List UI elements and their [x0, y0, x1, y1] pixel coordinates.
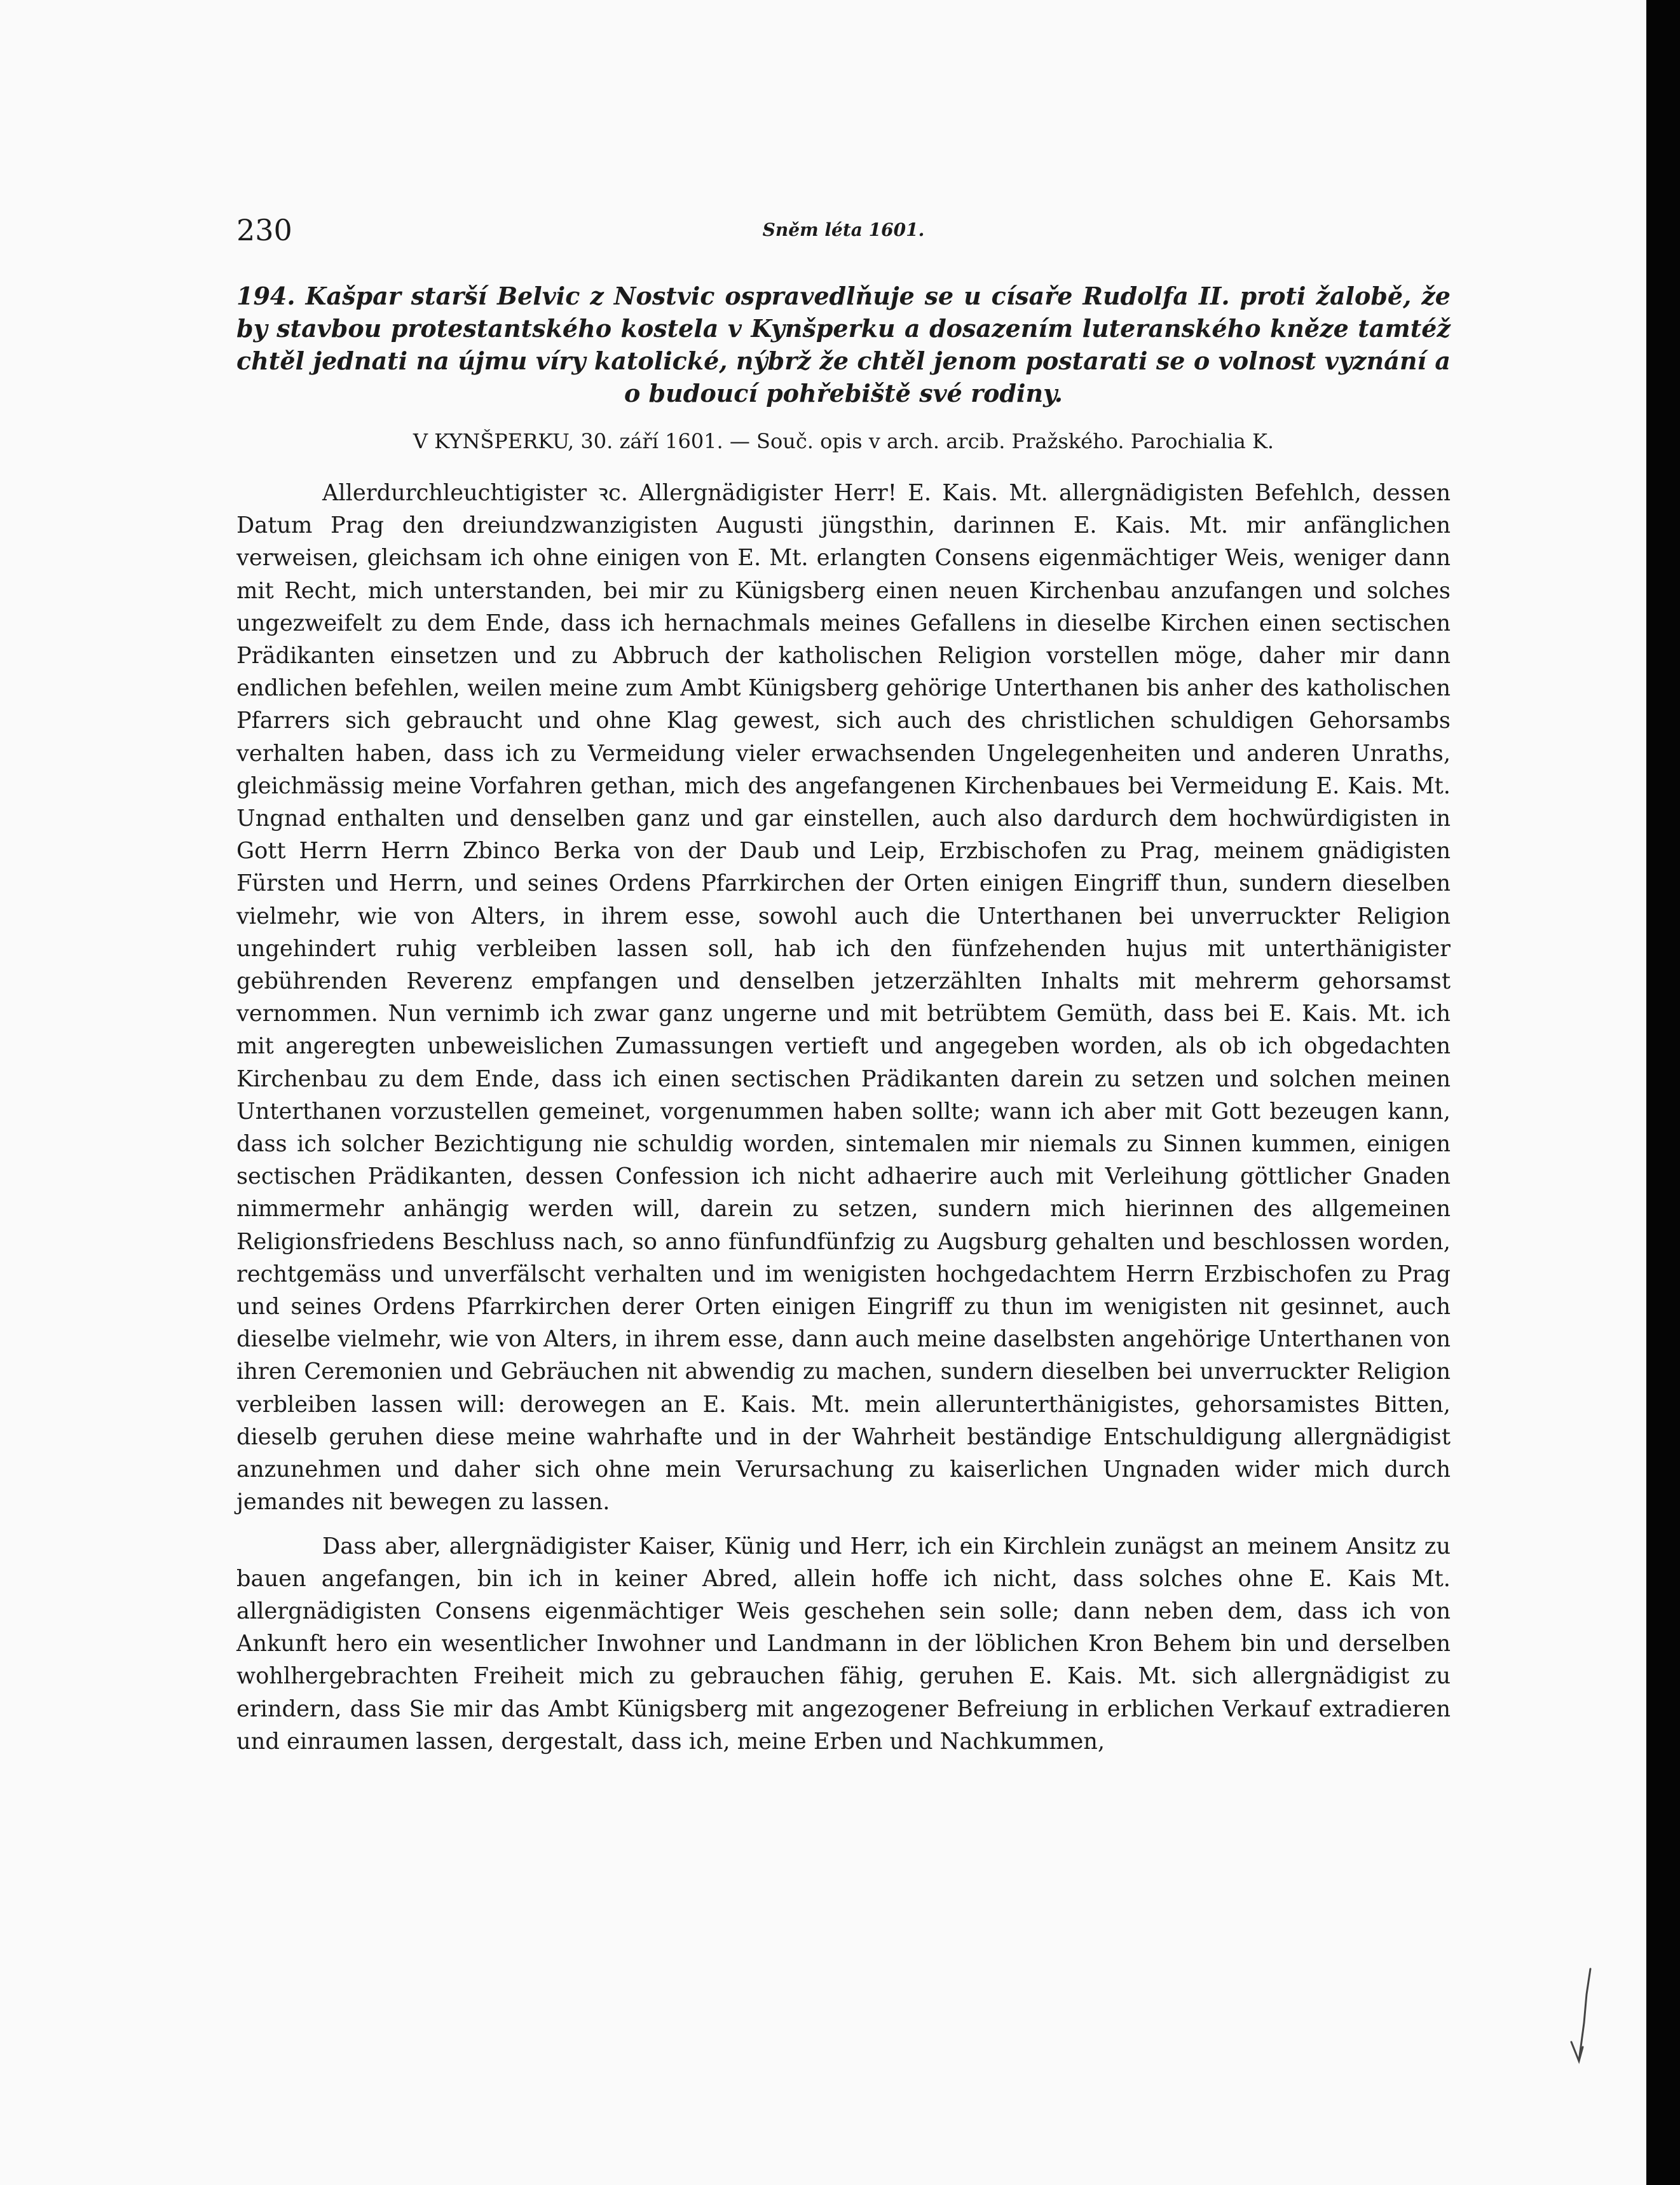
margin-pencil-mark	[1565, 1966, 1597, 2067]
document-source-line: V KYNŠPERKU, 30. září 1601. — Souč. opis v arch. arcib. Pražského. Parochialia K.	[413, 429, 1274, 453]
page-number: 230	[236, 213, 292, 247]
document-title: 194. Kašpar starší Belvic z Nostvic ospravedlňuje se u císaře Rudolfa II. proti žalobě, že by stavbou protestantského kostela v Kynšperku a dosazením luteranského kněze tamtéž chtěl jednati na újmu víry katolické, nýbrž že chtěl jenom postarati se o volnost vyznání a o budoucí pohřebiště své rodiny.	[236, 282, 1451, 408]
pencil-stroke	[1579, 1969, 1590, 2061]
page-header	[236, 211, 1451, 249]
body-paragraph: Dass aber, allergnädigister Kaiser, Künig und Herr, ich ein Kirchlein zunägst an meinem Ansitz zu bauen angefangen, bin ich in keiner Abred, allein hoffe ich nicht, dass solches ohne E. Kais Mt. allergnädigisten Consens eigenmächtiger Weis geschehen sein solle; dann neben dem, dass ich von Ankunft hero ein wesentlicher Inwohner und Landmann in der löblichen Kron Behem bin und derselben wohlhergebrachten Freiheit mich zu gebrauchen fähig, geruhen E. Kais. Mt. sich allergnädigist zu erindern, dass Sie mir das Ambt Künigsberg mit angezogener Befreiung in erblichen Verkauf extradieren und einraumen lassen, dergestalt, dass ich, meine Erben und Nachkummen,	[236, 1533, 1451, 1755]
document-body	[236, 477, 1451, 1758]
scan-border	[1646, 0, 1680, 2185]
body-paragraph: Allerdurchleuchtigister ꝛc. Allergnädigister Herr! E. Kais. Mt. allergnädigisten Befehlch, dessen Datum Prag den dreiundzwanzigisten Augusti jüngsthin, darinnen E. Kais. Mt. mir anfänglichen verweisen, gleichsam ich ohne einigen von E. Mt. erlangten Consens eigenmächtiger Weis, weniger dann mit Recht, mich unterstanden, bei mir zu Künigsberg einen neuen Kirchenbau anzufangen und solches ungezweifelt zu dem Ende, dass ich hernachmals meines Gefallens in dieselbe Kirchen einen sectischen Prädikanten einsetzen und zu Abbruch der katholischen Religion vorstellen möge, daher mir dann endlichen befehlen, weilen meine zum Ambt Künigsberg gehörige Unterthanen bis anher des katholischen Pfarrers sich gebraucht und ohne Klag gewest, sich auch des christlichen schuldigen Gehorsambs verhalten haben, dass ich zu Vermeidung vieler erwachsenden Ungelegenheiten und anderen Unraths, gleichmässig meine Vorfahren gethan, mich des angefangenen Kirchenbaues bei Vermeidung E. Kais. Mt. Ungnad enthalten und denselben ganz und gar einstellen, auch also dardurch dem hochwürdigisten in Gott Herrn Herrn Zbinco Berka von der Daub und Leip, Erzbischofen zu Prag, meinem gnädigisten Fürsten und Herrn, und seines Ordens Pfarrkirchen der Orten einigen Eingriff thun, sundern dieselben vielmehr, wie von Alters, in ihrem esse, sowohl auch die Unterthanen bei unverruckter Religion ungehindert ruhig verbleiben lassen soll, hab ich den fünfzehenden hujus mit unterthänigister gebührenden Reverenz empfangen und denselben jetzerzählten Inhalts mit mehrerm gehorsamst vernommen. Nun vernimb ich zwar ganz ungerne und mit betrübtem Gemüth, dass bei E. Kais. Mt. ich mit angeregten unbeweislichen Zumassungen vertieft und angegeben worden, als ob ich obgedachten Kirchenbau zu dem Ende, dass ich einen sectischen Prädikanten darein zu setzen und solchen meinen Unterthanen vorzustellen gemeinet, vorgenummen haben sollte; wann ich aber mit Gott bezeugen kann, dass ich solcher Bezichtigung nie schuldig worden, sintemalen mir niemals zu Sinnen kummen, einigen sectischen Prädikanten, dessen Confession ich nicht adhaerire auch mit Verleihung göttlicher Gnaden nimmermehr anhängig werden will, darein zu setzen, sundern mich hierinnen des allgemeinen Religionsfriedens Beschluss nach, so anno fünfundfünfzig zu Augsburg gehalten und beschlossen worden, rechtgemäss und unverfälscht verhalten und im wenigisten hochgedachtem Herrn Erzbischofen zu Prag und seines Ordens Pfarrkirchen derer Orten einigen Eingriff zu thun im wenigisten nit gesinnet, auch dieselbe vielmehr, wie von Alters, in ihrem esse, dann auch meine daselbsten angehörige Unterthanen von ihren Ceremonien und Gebräuchen nit abwendig zu machen, sundern dieselben bei unverruckter Religion verbleiben lassen will: derowegen an E. Kais. Mt. mein allerunterthänigistes, gehorsamistes Bitten, dieselb geruhen diese meine wahrhafte und in der Wahrheit beständige Entschuldigung allergnädigist anzunehmen und daher sich ohne mein Verursachung zu kaiserlichen Ungnaden wider mich durch jemandes nit bewegen zu lassen.	[236, 480, 1451, 1516]
running-head: Sněm léta 1601.	[762, 219, 925, 240]
